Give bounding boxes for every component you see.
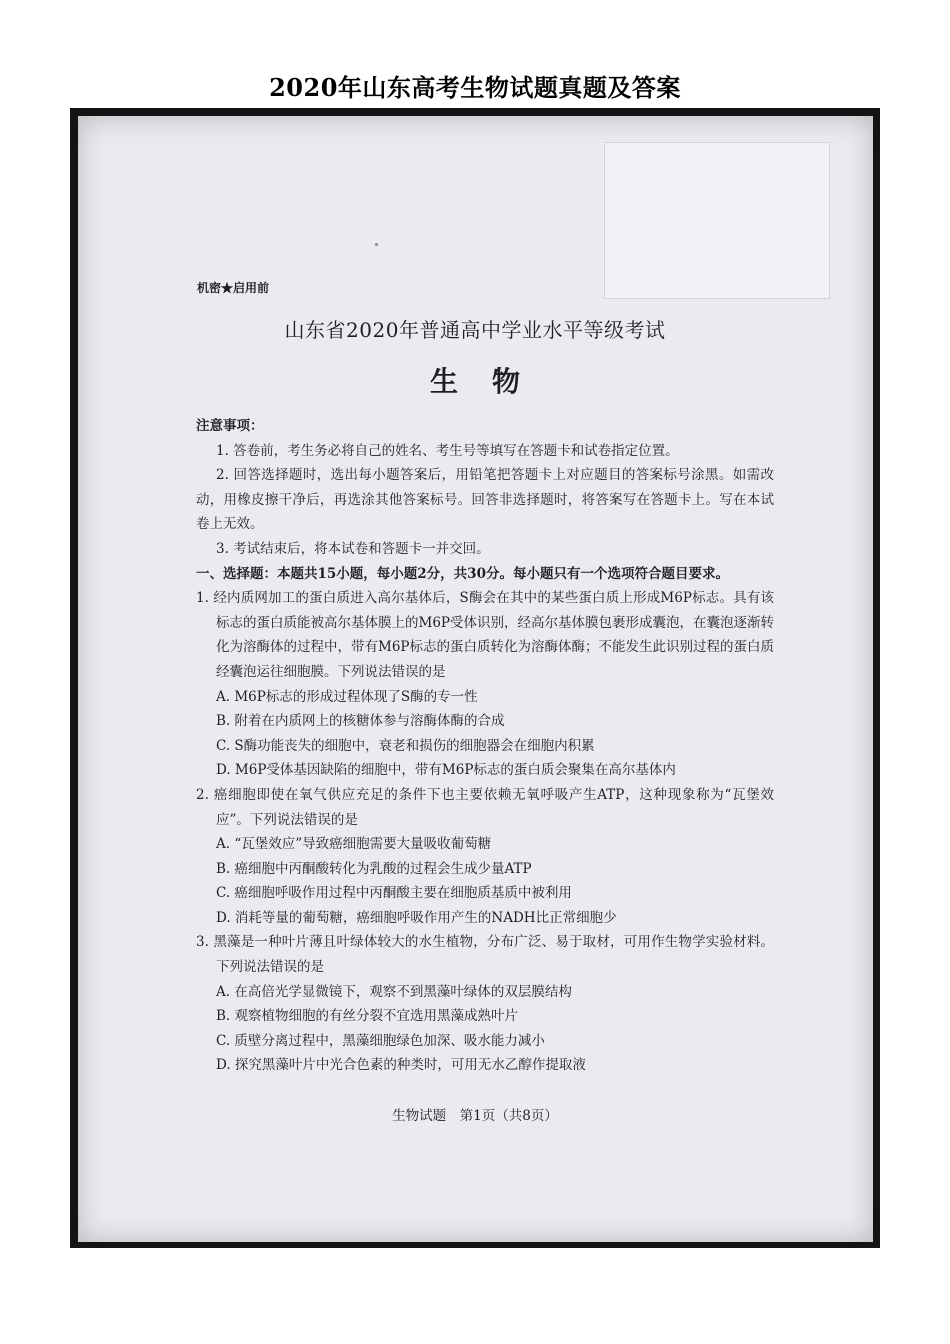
question-stem: 1. 经内质网加工的蛋白质进入高尔基体后，S酶会在其中的某些蛋白质上形成M6P标志。具有该标志的蛋白质能被高尔基体膜上的M6P受体识别，经高尔基体膜包裹形成囊泡，在囊泡逐渐转化为溶酶体的过程中，带有M6P标志的蛋白质转化为溶酶体酶；不能发生此识别过程的蛋白质经囊泡运往细胞膜。下列说法错误的是 — [196, 590, 774, 680]
question-option: D. 探究黑藻叶片中光合色素的种类时，可用无水乙醇作提取液 — [216, 1057, 586, 1074]
question-option: C. S酶功能丧失的细胞中，衰老和损伤的细胞器会在细胞内积累 — [216, 737, 595, 754]
paper-speck — [375, 243, 378, 246]
question-option: D. 消耗等量的葡萄糖，癌细胞呼吸作用产生的NADH比正常细胞少 — [216, 909, 617, 926]
question-option: B. 癌细胞中丙酮酸转化为乳酸的过程会生成少量ATP — [216, 860, 532, 877]
question-option: C. 质壁分离过程中，黑藻细胞绿色加深、吸水能力减小 — [216, 1032, 545, 1049]
notice-item: 1. 答卷前，考生务必将自己的姓名、考生号等填写在答题卡和试卷指定位置。 — [216, 442, 679, 459]
document-title: 2020年山东高考生物试题真题及答案 — [269, 73, 681, 102]
question-stem: 2. 癌细胞即使在氧气供应充足的条件下也主要依赖无氧呼吸产生ATP，这种现象称为“瓦堡效应”。下列说法错误的是 — [196, 786, 774, 828]
section-heading: 一、选择题：本题共15小题，每小题2分，共30分。每小题只有一个选项符合题目要求。 — [196, 565, 729, 582]
question-option: B. 附着在内质网上的核糖体参与溶酶体酶的合成 — [216, 713, 505, 730]
notice-item: 2. 回答选择题时，选出每小题答案后，用铅笔把答题卡上对应题目的答案标号涂黑。如需改动，用橡皮擦干净后，再选涂其他答案标号。回答非选择题时，将答案写在答题卡上。写在本试卷上无效。 — [196, 467, 774, 533]
question-option: B. 观察植物细胞的有丝分裂不宜选用黑藻成熟叶片 — [216, 1008, 519, 1025]
question-option: A. “瓦堡效应”导致癌细胞需要大量吸收葡萄糖 — [216, 836, 492, 853]
barcode-sticker-area — [604, 142, 830, 299]
confidential-label: 机密★启用前 — [197, 281, 270, 295]
exam-title: 山东省2020年普通高中学业水平等级考试 — [284, 318, 666, 342]
subject-title: 生物 — [429, 365, 554, 398]
question-option: A. M6P标志的形成过程体现了S酶的专一性 — [216, 688, 478, 705]
question-stem: 3. 黑藻是一种叶片薄且叶绿体较大的水生植物，分布广泛、易于取材，可用作生物学实验材料。下列说法错误的是 — [196, 934, 774, 976]
page-footer: 生物试题 第1页（共8页） — [392, 1108, 558, 1124]
question-option: D. M6P受体基因缺陷的细胞中，带有M6P标志的蛋白质会聚集在高尔基体内 — [216, 762, 676, 779]
question-option: C. 癌细胞呼吸作用过程中丙酮酸主要在细胞质基质中被利用 — [216, 885, 572, 902]
notice-item: 3. 考试结束后，将本试卷和答题卡一并交回。 — [216, 540, 490, 557]
exam-content — [196, 414, 774, 1078]
notice-heading: 注意事项： — [196, 418, 264, 434]
question-option: A. 在高倍光学显微镜下，观察不到黑藻叶绿体的双层膜结构 — [216, 983, 572, 1000]
